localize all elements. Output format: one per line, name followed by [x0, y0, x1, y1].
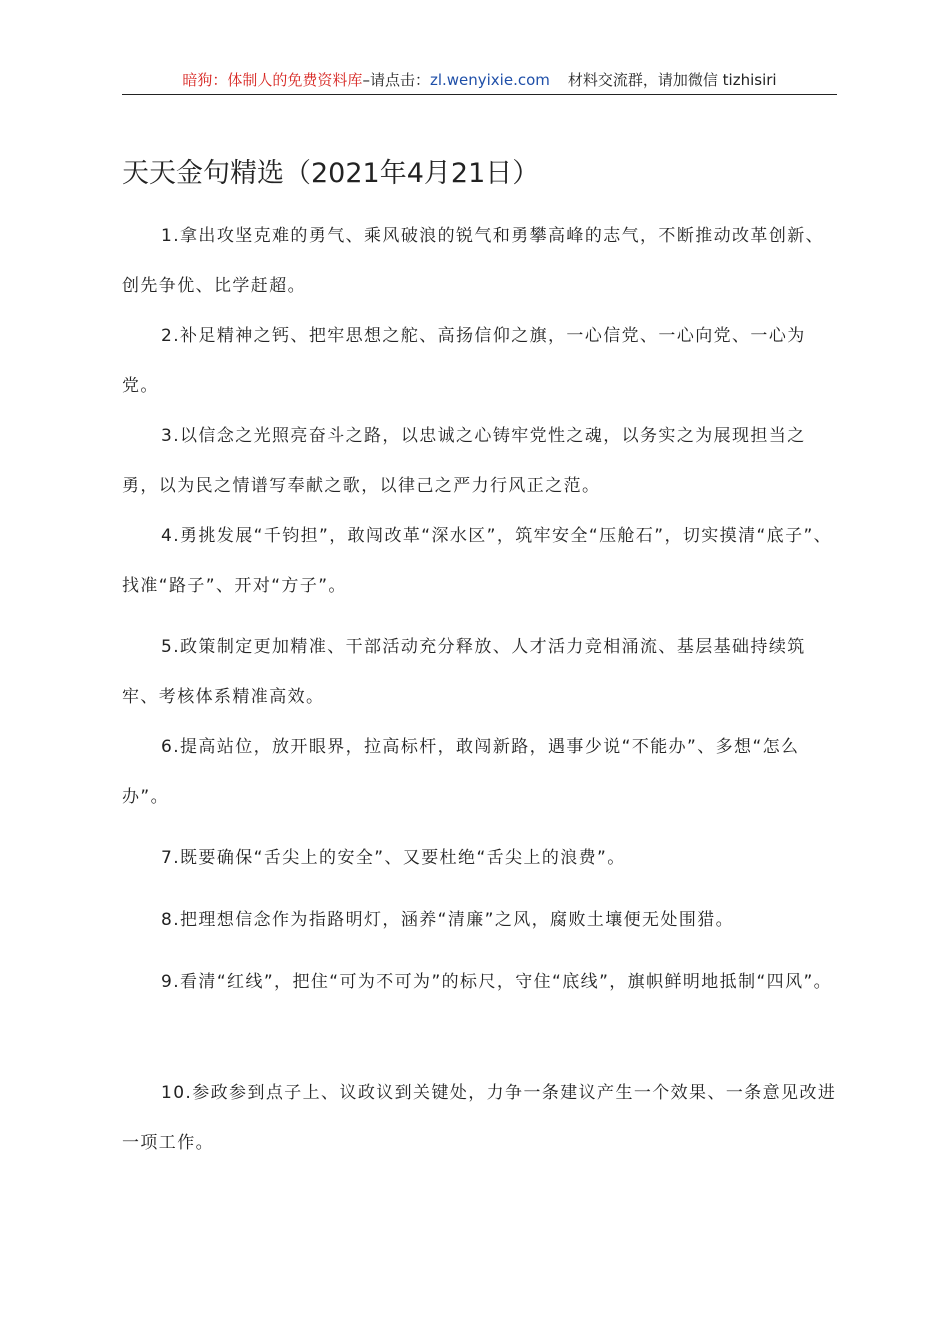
item-text: 看清“红线”，把住“可为不可为”的标尺，守住“底线”，旗帜鲜明地抵制“四风”。	[180, 972, 833, 992]
item-number: 9.	[161, 972, 181, 992]
list-item	[122, 511, 842, 611]
item-number: 10.	[161, 1083, 193, 1103]
site-name: 暗狗：体制人的免费资料库	[182, 71, 363, 89]
item-number: 6.	[161, 737, 181, 757]
list-item	[122, 833, 842, 883]
item-number: 3.	[161, 426, 181, 446]
item-text: 把理想信念作为指路明灯，涵养“清廉”之风，腐败土壤便无处围猎。	[180, 910, 735, 930]
site-url-link[interactable]: zl.wenyixie.com	[429, 71, 550, 89]
wechat-prompt: 材料交流群，请加微信 tizhisiri	[567, 71, 777, 89]
item-number: 1.	[161, 226, 181, 246]
list-item	[122, 895, 842, 945]
item-text: 参政参到点子上、议政议到关键处，力争一条建议产生一个效果、一条意见改进一项工作。	[122, 1083, 837, 1153]
list-item	[122, 622, 842, 722]
list-item	[122, 722, 842, 822]
list-item	[122, 411, 842, 511]
item-text: 拿出攻坚克难的勇气、乘风破浪的锐气和勇攀高峰的志气，不断推动改革创新、创先争优、比学赶超。	[122, 226, 825, 296]
list-item	[122, 1068, 842, 1168]
list-item	[122, 311, 842, 411]
item-number: 2.	[161, 326, 181, 346]
item-number: 4.	[161, 526, 181, 546]
item-text: 补足精神之钙、把牢思想之舵、高扬信仰之旗，一心信党、一心向党、一心为党。	[122, 326, 806, 396]
list-item	[122, 957, 842, 1007]
item-text: 勇挑发展“千钧担”，敢闯改革“深水区”，筑牢安全“压舱石”，切实摸清“底子”、找准“路子”、开对“方子”。	[122, 526, 833, 596]
item-text: 以信念之光照亮奋斗之路，以忠诚之心铸牢党性之魂，以务实之为展现担当之勇，以为民之情谱写奉献之歌，以律己之严力行风正之范。	[122, 426, 806, 496]
list-item	[122, 211, 842, 311]
item-text: 政策制定更加精准、干部活动充分释放、人才活力竞相涌流、基层基础持续筑牢、考核体系精准高效。	[122, 637, 806, 707]
link-prompt: –请点击：	[362, 71, 430, 89]
item-text: 既要确保“舌尖上的安全”、又要杜绝“舌尖上的浪费”。	[180, 848, 626, 868]
item-text: 提高站位，放开眼界，拉高标杆，敢闯新路，遇事少说“不能办”、多想“怎么办”。	[122, 737, 800, 807]
page-title: 天天金句精选（2021年4月21日）	[122, 158, 540, 189]
item-number: 8.	[161, 910, 181, 930]
item-number: 7.	[161, 848, 181, 868]
item-number: 5.	[161, 637, 181, 657]
page-header	[122, 66, 837, 95]
